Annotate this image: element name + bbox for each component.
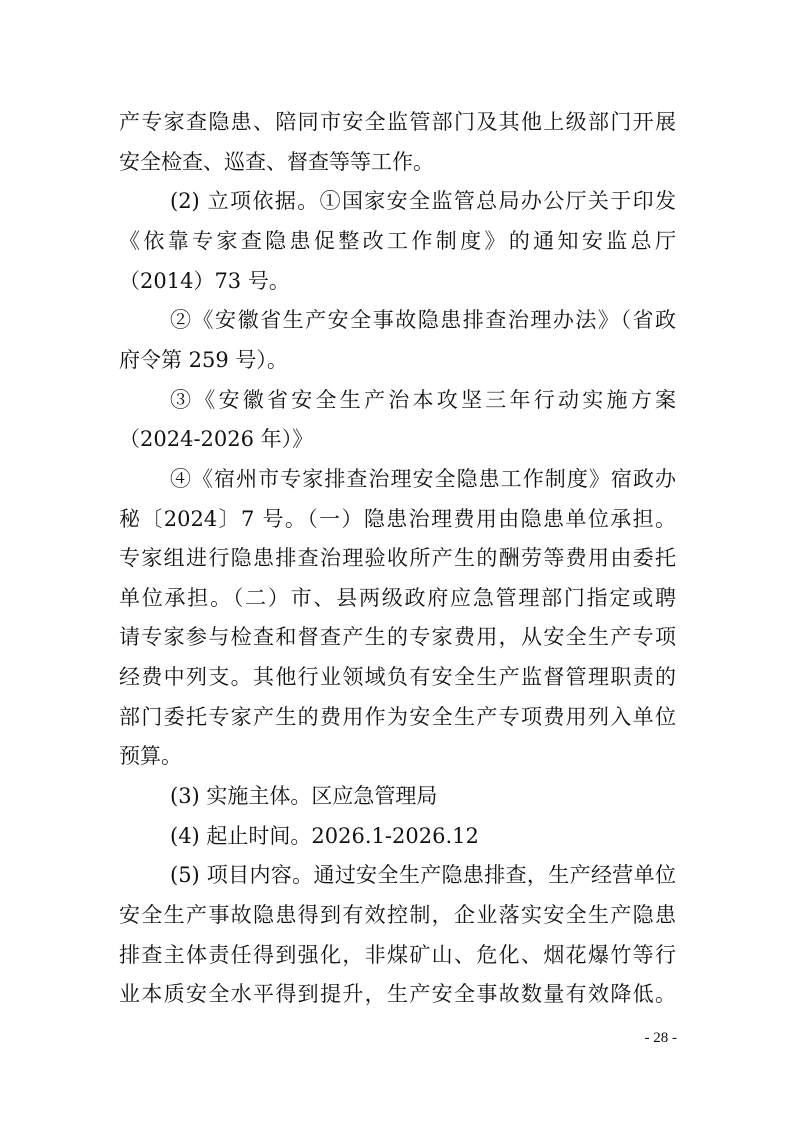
text-line: （2014）73 号。: [119, 268, 290, 293]
text-line: 排查主体责任得到强化，非煤矿山、危化、烟花爆竹等行: [119, 942, 676, 967]
text-line: 府令第 259 号）。: [119, 347, 288, 372]
text-line: 《依靠专家查隐患促整改工作制度》的通知安监总厅: [119, 228, 676, 253]
text-line: 预算。: [119, 744, 182, 769]
text-line: ②《安徽省生产安全事故隐患排查治理办法》（省政: [170, 308, 676, 333]
text-line: 秘〔2024〕7 号。（一）隐患治理费用由隐患单位承担。: [119, 506, 676, 531]
text-line: 安全生产事故隐患得到有效控制，企业落实安全生产隐患: [119, 903, 676, 927]
text-line: ③《安徽省安全生产治本攻坚三年行动实施方案: [170, 387, 676, 412]
text-line: 专家组进行隐患排查治理验收所产生的酬劳等费用由委托: [119, 546, 676, 571]
text-line: 单位承担。（二）市、县两级政府应急管理部门指定或聘: [119, 585, 676, 610]
text-line: (4) 起止时间。2026.1-2026.12: [170, 823, 479, 848]
text-line: （2024-2026 年）》: [119, 427, 314, 452]
text-line: ④《宿州市专家排查治理安全隐患工作制度》宿政办: [170, 466, 676, 491]
text-line: (2) 立项依据。①国家安全监管总局办公厅关于印发: [170, 189, 676, 214]
text-line: 部门委托专家产生的费用作为安全生产专项费用列入单位: [119, 704, 676, 729]
text-line: 安全检查、巡查、督查等等工作。: [119, 149, 434, 174]
text-line: 请专家参与检查和督查产生的专家费用，从安全生产专项: [119, 625, 676, 650]
text-line: 业本质安全水平得到提升，生产安全事故数量有效降低。: [119, 982, 676, 1007]
page-number: - 28 -: [644, 1030, 677, 1046]
text-line: (3) 实施主体。区应急管理局: [170, 784, 438, 809]
text-line: 产专家查隐患、陪同市安全监管部门及其他上级部门开展: [119, 110, 676, 134]
text-line: (5) 项目内容。通过安全生产隐患排查，生产经营单位: [170, 863, 676, 888]
text-line: 经费中列支。其他行业领域负有安全生产监督管理职责的: [119, 665, 676, 690]
